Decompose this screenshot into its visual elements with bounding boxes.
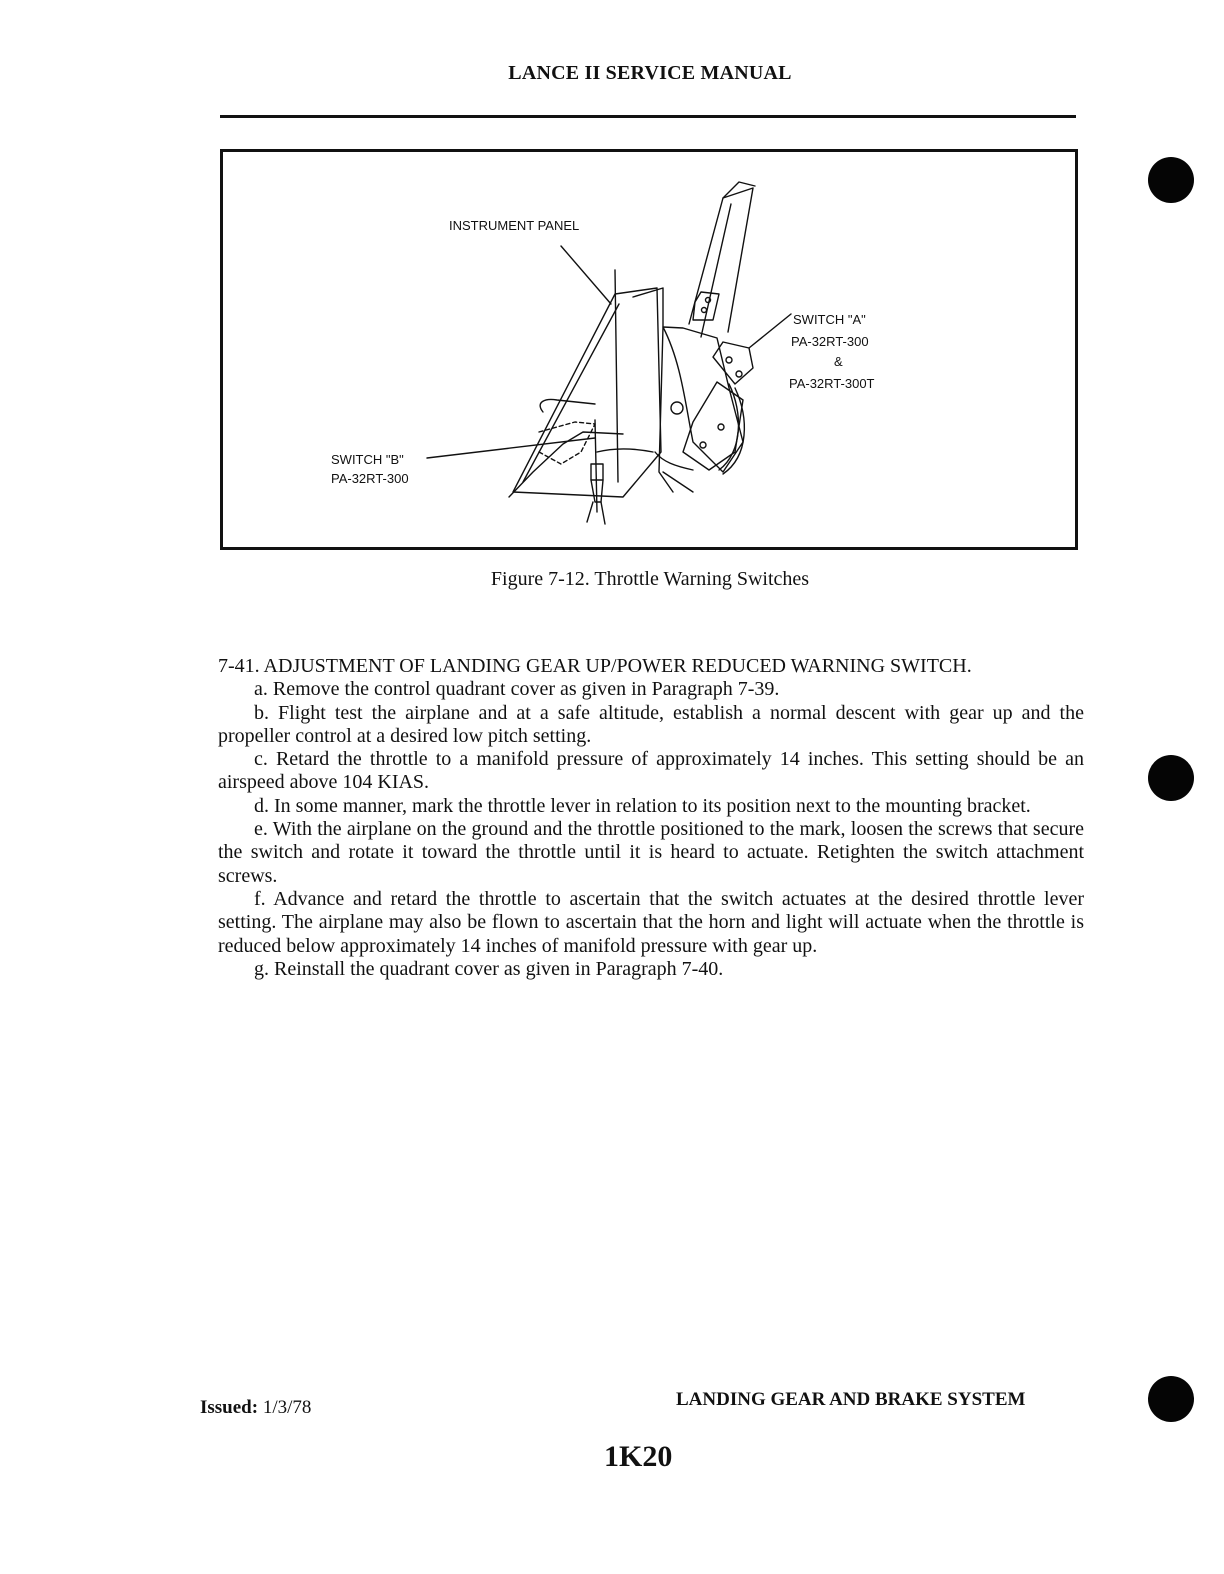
pivot-hole xyxy=(671,402,683,414)
section-heading: 7-41. ADJUSTMENT OF LANDING GEAR UP/POWER REDUCED WARNING SWITCH. xyxy=(218,655,972,677)
adjustment-section xyxy=(218,655,1084,981)
label-switch-a: SWITCH "A" xyxy=(793,312,866,327)
label-switch-b: SWITCH "B" xyxy=(331,452,404,467)
label-switch-b-model: PA-32RT-300 xyxy=(331,471,409,486)
leader-instrument-panel xyxy=(561,246,611,304)
switch-b-wire xyxy=(595,420,597,512)
label-instrument-panel: INSTRUMENT PANEL xyxy=(449,218,580,233)
switch-a-body xyxy=(713,342,753,384)
label-switch-a-amp: & xyxy=(834,354,843,369)
throttle-lever xyxy=(663,327,743,472)
mounting-bracket xyxy=(689,188,753,332)
step-f: f. Advance and retard the throttle to ascertain that the switch actuates at the desired throttle lever setting. The airplane may also be flown to ascertain that the horn and light will actuate when the throttle is reduced below approximately 14 inches of manifold pressure with gear up. xyxy=(218,887,1084,957)
step-d: d. In some manner, mark the throttle lever in relation to its position next to the mounting bracket. xyxy=(254,794,1031,817)
leader-switch-a xyxy=(749,314,791,348)
label-switch-a-model-1: PA-32RT-300 xyxy=(791,334,869,349)
throttle-quadrant-diagram xyxy=(223,152,1075,547)
step-g: g. Reinstall the quadrant cover as given in Paragraph 7-40. xyxy=(254,957,724,980)
page-code: 1K20 xyxy=(604,1440,673,1473)
switch-b-hidden-outline xyxy=(539,422,595,432)
binder-hole-top xyxy=(1148,157,1194,203)
step-e: e. With the airplane on the ground and the throttle positioned to the mark, loosen the screws that secure the switch and rotate it toward the throttle until it is heard to actuate. Retighten the switch attachment screws. xyxy=(218,818,1084,887)
binder-hole-bottom xyxy=(1148,1376,1194,1422)
binder-hole-middle xyxy=(1148,755,1194,801)
instrument-panel-shape xyxy=(513,288,661,497)
figure-caption: Figure 7-12. Throttle Warning Switches xyxy=(490,568,810,590)
step-a: a. Remove the control quadrant cover as given in Paragraph 7-39. xyxy=(254,678,780,701)
issued-label: Issued: xyxy=(200,1397,259,1418)
figure-frame xyxy=(220,149,1078,550)
footer-system-title: LANDING GEAR AND BRAKE SYSTEM xyxy=(676,1389,1026,1410)
issued-line xyxy=(200,1397,311,1419)
issued-date: 1/3/78 xyxy=(262,1397,312,1418)
page-header-title: LANCE II SERVICE MANUAL xyxy=(508,62,792,84)
leader-switch-b xyxy=(427,438,595,458)
label-switch-a-model-2: PA-32RT-300T xyxy=(789,376,875,391)
step-c: c. Retard the throttle to a manifold pressure of approximately 14 inches. This setting should be an airspeed above 104 KIAS. xyxy=(218,748,1084,794)
step-b: b. Flight test the airplane and at a safe altitude, establish a normal descent with gear up and the propeller control at a desired low pitch setting. xyxy=(218,701,1084,747)
header-rule xyxy=(220,115,1076,118)
